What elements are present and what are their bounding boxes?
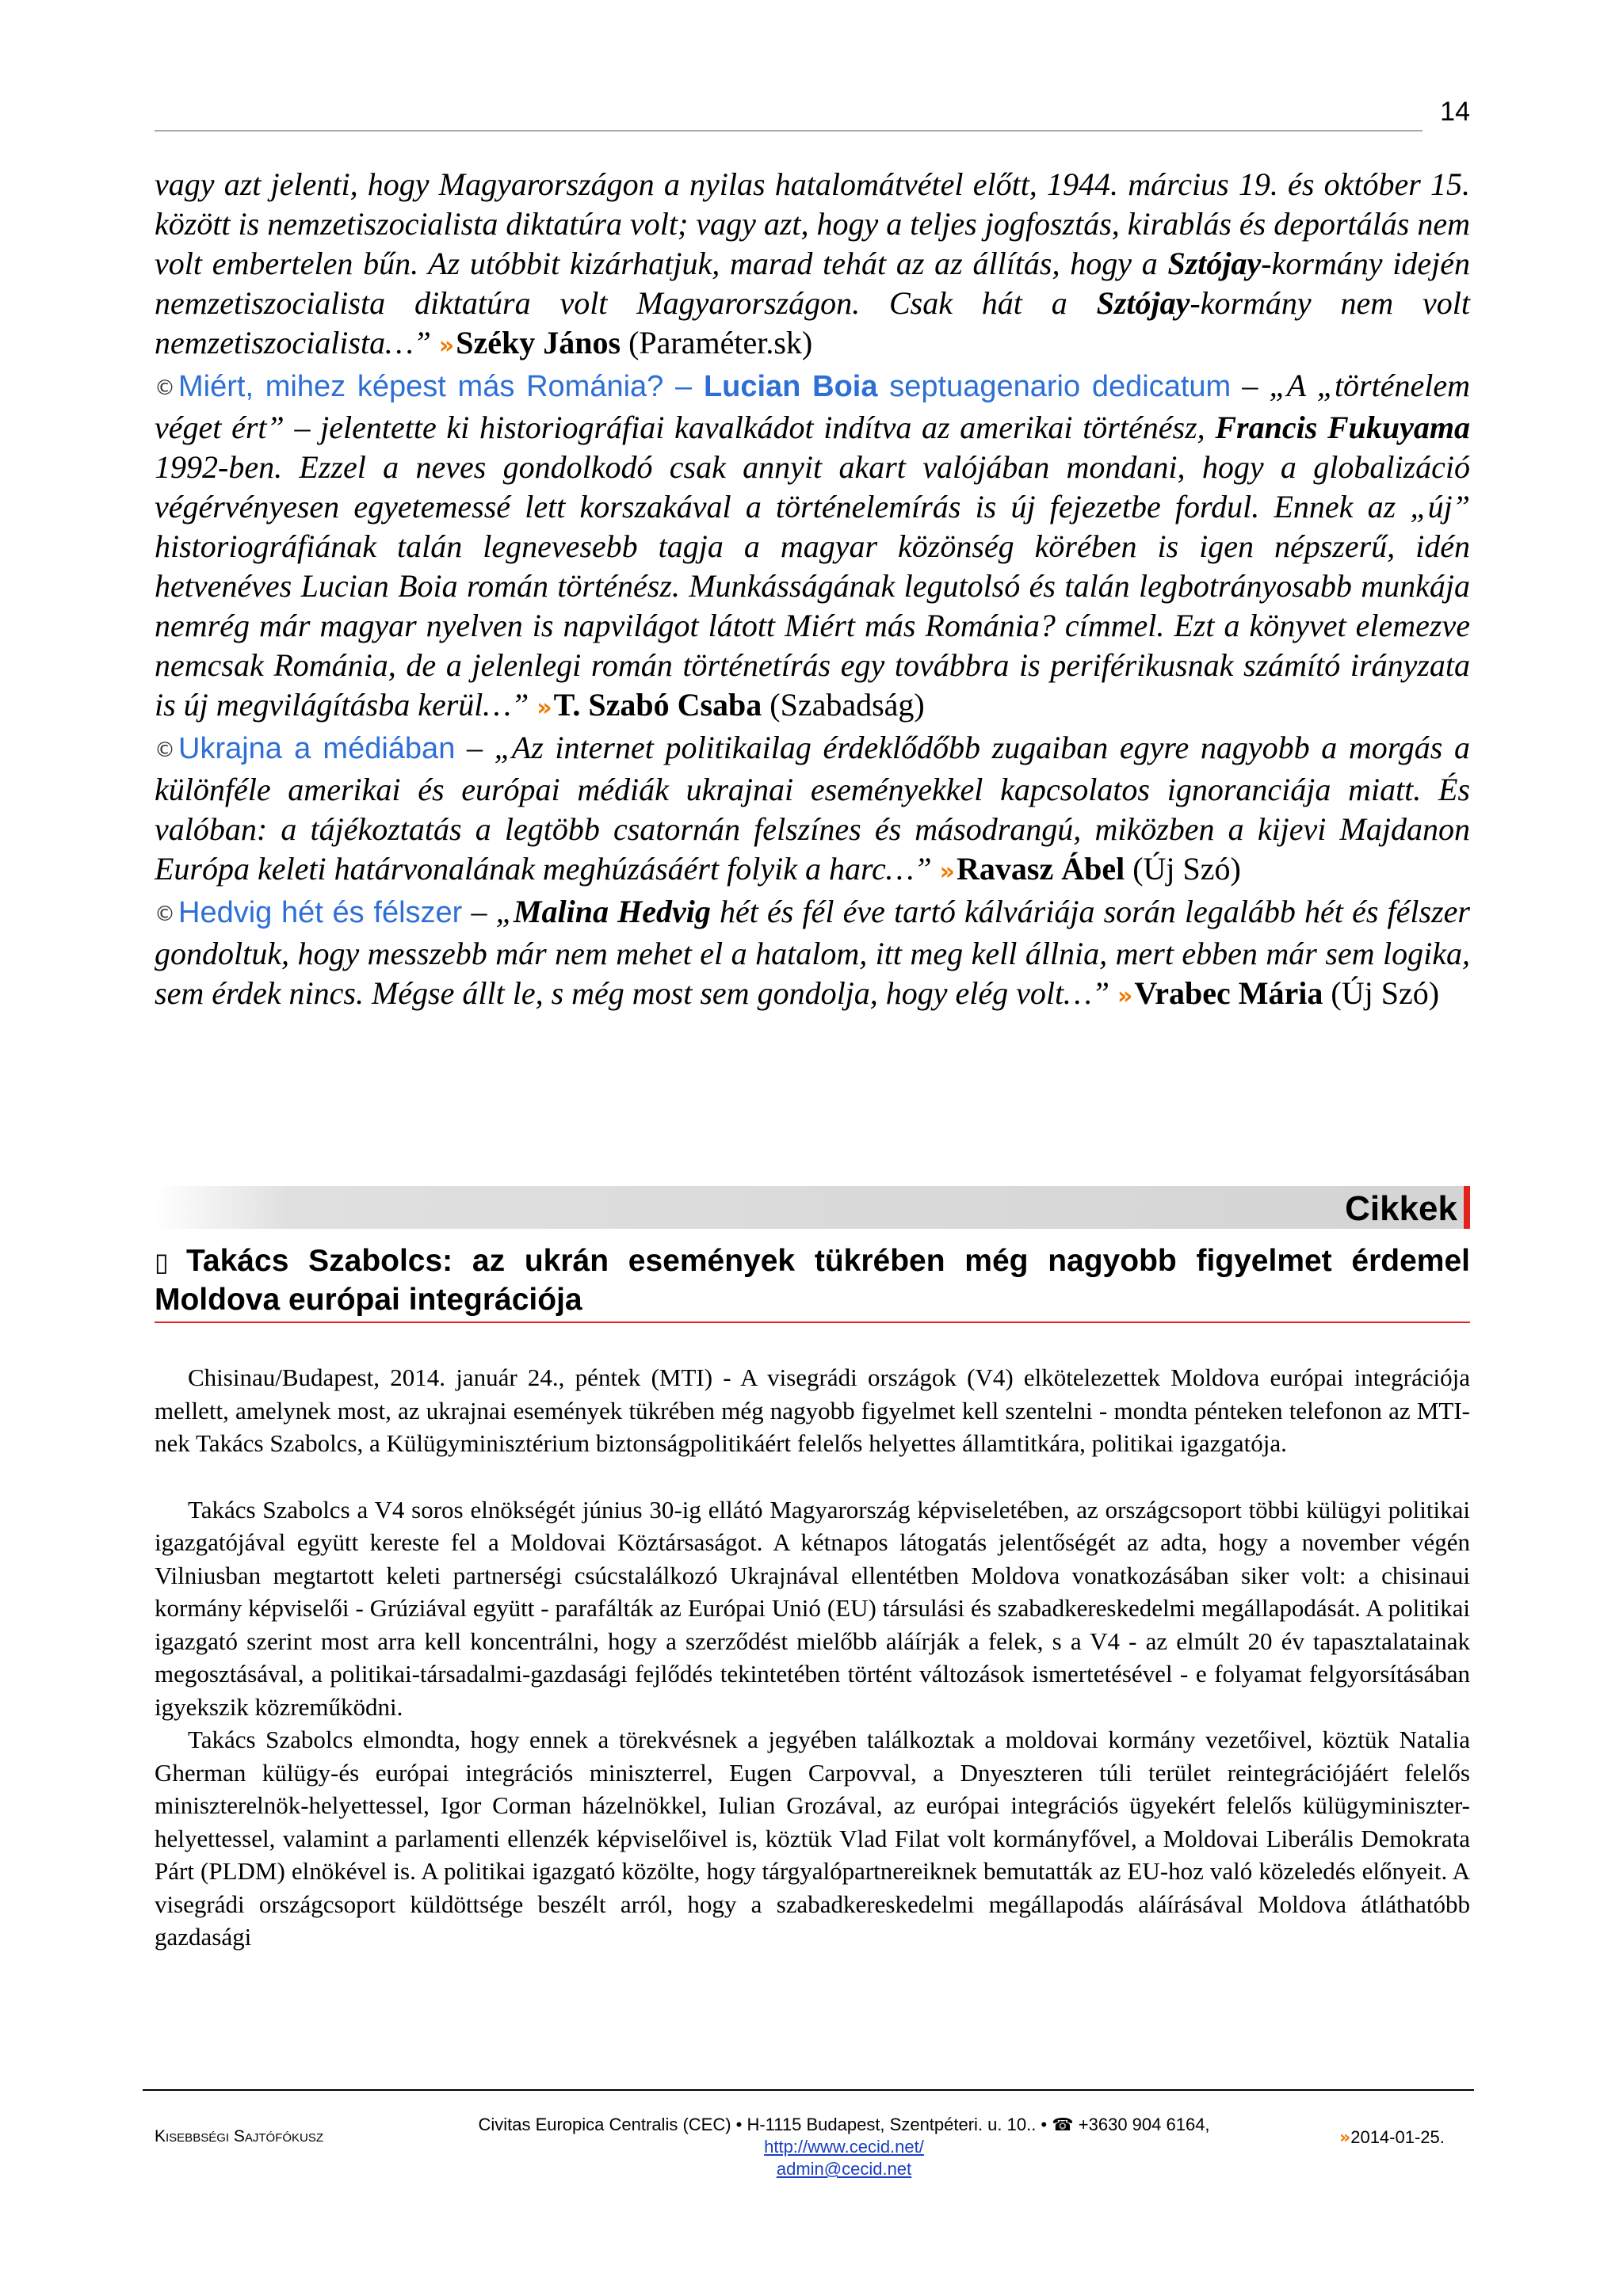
footer-publication: Kisebbségi Sajtófókusz xyxy=(155,2127,324,2145)
footer-address: Civitas Europica Centralis (CEC) • H-1115 Budapest, Szentpéteri. u. 10.. • ☎ +3630 904 6164, xyxy=(478,2115,1210,2134)
footer-email-link[interactable]: admin@cecid.net xyxy=(776,2159,912,2179)
article-paragraph: Takács Szabolcs a V4 soros elnökségét június 30-ig ellátó Magyarország képviseletében, az országcsoport többi külügyi politikai igazgatójával együtt kereste fel a Moldovai Köztársaságot. A kétnapos látogatás jelentőségét az adta, hogy a november végén Vilniusban megtartott keleti partnerségi csúcstalálkozó Ukrajnával ellentétben Moldova vonatkozásában siker volt: a chisinaui kormány képviselői - Grúziával együtt - parafálták az Európai Unió (EU) társulási és szabadkereskedelmi megállapodását. A politikai igazgató szerint most arra kell koncentrálni, hogy a szerződést mielőbb aláírják a felek, s a V4 - az elmúlt 20 év tapasztalatainak megosztásával, a politikai-társadalmi-gazdasági fejlődés tekintetében történt változások ismertetésével - e folyamat felgyorsításában igyekszik közreműködni. xyxy=(155,1495,1470,1721)
author-name: Ravasz Ábel xyxy=(957,851,1125,887)
bullet-icon: © xyxy=(155,738,175,762)
review-item: © Ukrajna a médiában – „Az internet politikailag érdeklődőbb zugaiban egyre nagyobb a morgás a különféle amerikai és európai médiák ukrajnai eseményekkel kapcsolatos ignoranciája miatt. És valóban: a tájékoztatás a legtöbb csatornán felszínes és másodrangú, miközben a kijevi Majdanon Európa keleti határvonalának meghúzásáért folyik a harc…” » Ravasz Ábel (Új Szó) xyxy=(155,730,1470,887)
double-arrow-icon: » xyxy=(939,858,949,886)
author-name: Széky János xyxy=(456,325,621,360)
article-title: ▯ Takács Szabolcs: az ukrán események tükrében még nagyobb figyelmet érdemel Moldova európai integrációja xyxy=(155,1244,1470,1317)
double-arrow-icon: » xyxy=(1339,2128,1346,2148)
double-arrow-icon: » xyxy=(537,694,546,722)
source-name: (Új Szó) xyxy=(1331,975,1440,1011)
article-title-divider xyxy=(155,1322,1470,1323)
double-arrow-icon: » xyxy=(438,332,449,360)
source-name: (Új Szó) xyxy=(1132,851,1241,887)
review-item: © Miért, mihez képest más Románia? – Lucian Boia septuagenario dedicatum – „A „történelem véget ért” – jelentette ki historiográfiai kavalkádot indítva az amerikai történész, Francis Fukuyama 1992-ben. Ezzel a neves gondolkodó csak annyit akart valójában mondani, hogy a globalizáció végérvényesen egyetemessé lett korszakával a történelemírás is új fejezetbe fordul. Ennek az „új” historiográfiának talán legnevesebb tagja a magyar közönség körében is igen népszerű, idén hetvenéves Lucian Boia román történész. Munkásságának legutolsó és talán legbotrányosabb munkája nemrég már magyar nyelven is napvilágot látott Miért más Románia? címmel. Ezt a könyvet elemezve nemcsak Románia, de a jelenlegi román történetírás egy továbbra is periférikusnak számító irányzata is új megvilágításba kerül…” » T. Szabó Csaba (Szabadság) xyxy=(155,368,1471,723)
bullet-icon: © xyxy=(155,902,175,926)
section-accent-bar xyxy=(1464,1186,1470,1229)
page-number: 14 xyxy=(1440,97,1470,127)
name-sztojay-1: Sztójay xyxy=(1167,246,1262,281)
footer-date: » 2014-01-25. xyxy=(1339,2127,1445,2148)
section-header xyxy=(155,1186,1470,1229)
bullet-icon: © xyxy=(155,376,175,400)
author-name: Vrabec Mária xyxy=(1134,975,1323,1011)
press-review xyxy=(155,165,1470,1016)
review-item: © Hedvig hét és félszer – „Malina Hedvig hét és fél éve tartó kálváriája során legalább hét és félszer gondoltuk, hogy messzebb már nem mehet el a hatalom, itt meg kell állnia, mert ebben már sem logika, sem érdek nincs. Mégse állt le, s még most sem gondolja, hogy elég volt…” » Vrabec Mária (Új Szó) xyxy=(155,894,1470,1011)
header-divider xyxy=(155,130,1423,132)
double-arrow-icon: » xyxy=(1117,982,1127,1010)
name-sztojay-2: Sztójay xyxy=(1096,285,1190,321)
section-title: Cikkek xyxy=(1345,1189,1457,1228)
article-link-romania[interactable]: Miért, mihez képest más Románia? – Lucian Boia septuagenario dedicatum xyxy=(178,370,1232,403)
review-intro: vagy azt jelenti, hogy Magyarországon a nyilas hatalomátvétel előtt, 1944. március 19. és október 15. között is nemzetiszocialista diktatúra volt; vagy azt, hogy a teljes jogfosztás, kirablás és deportálás nem volt embertelen bűn. Az utóbbit kizárhatjuk, marad tehát az az állítás, hogy a Sztójay-kormány idején nemzetiszocialista diktatúra volt Magyarországon. Csak hát a Sztójay-kormány nem volt nemzetiszocialista…” » Széky János (Paraméter.sk) xyxy=(155,166,1471,360)
article-paragraph: Takács Szabolcs elmondta, hogy ennek a törekvésnek a jegyében találkoztak a moldovai kormány vezetőivel, köztük Natalia Gherman külügy-és európai integrációs miniszterrel, Eugen Carpovval, a Dnyeszteren túli terület reintegrációjáért felelős miniszterelnök-helyettessel, Igor Corman házelnökkel, Iulian Grozával, az európai integrációs ügyekért felelős külügyminiszter-helyettessel, valamint a parlamenti ellenzék képviselőivel is, köztük Vlad Filat volt kormányfővel, a Moldovai Liberális Demokrata Párt (PLDM) elnökével is. A politikai igazgató közölte, hogy tárgyalópartnereiknek bemutatták az EU-hoz való közeledés előnyeit. A visegrádi országcsoport küldöttsége beszélt arról, hogy a szabadkereskedelmi megállapodás aláírásával Moldova átláthatóbb gazdasági xyxy=(155,1726,1470,1951)
footer-url-link[interactable]: http://www.cecid.net/ xyxy=(764,2137,924,2157)
bullet-icon: ▯ xyxy=(155,1248,169,1276)
article-paragraph: Chisinau/Budapest, 2014. január 24., péntek (MTI) - A visegrádi országok (V4) elkötelezettek Moldova európai integrációja mellett, amelynek most, az ukrajnai események tükrében még nagyobb figyelmet kell szentelni - mondta pénteken telefonon az MTI-nek Takács Szabolcs, a Külügyminisztérium biztonságpolitikáért felelős helyettes államtitkára, politikai igazgatója. xyxy=(155,1363,1470,1457)
article-link-hedvig[interactable]: Hedvig hét és félszer xyxy=(178,896,463,929)
source-name: (Szabadság) xyxy=(769,687,925,723)
name-fukuyama: Francis Fukuyama xyxy=(1215,410,1471,445)
article-body xyxy=(155,1361,1470,1954)
footer-contact xyxy=(380,2114,1308,2180)
source-name: (Paraméter.sk) xyxy=(628,325,813,360)
article-link-ukraine[interactable]: Ukrajna a médiában xyxy=(178,732,456,765)
name-malina-hedvig: Malina Hedvig xyxy=(513,894,711,929)
author-name: T. Szabó Csaba xyxy=(553,687,762,723)
footer-divider xyxy=(143,2089,1474,2091)
